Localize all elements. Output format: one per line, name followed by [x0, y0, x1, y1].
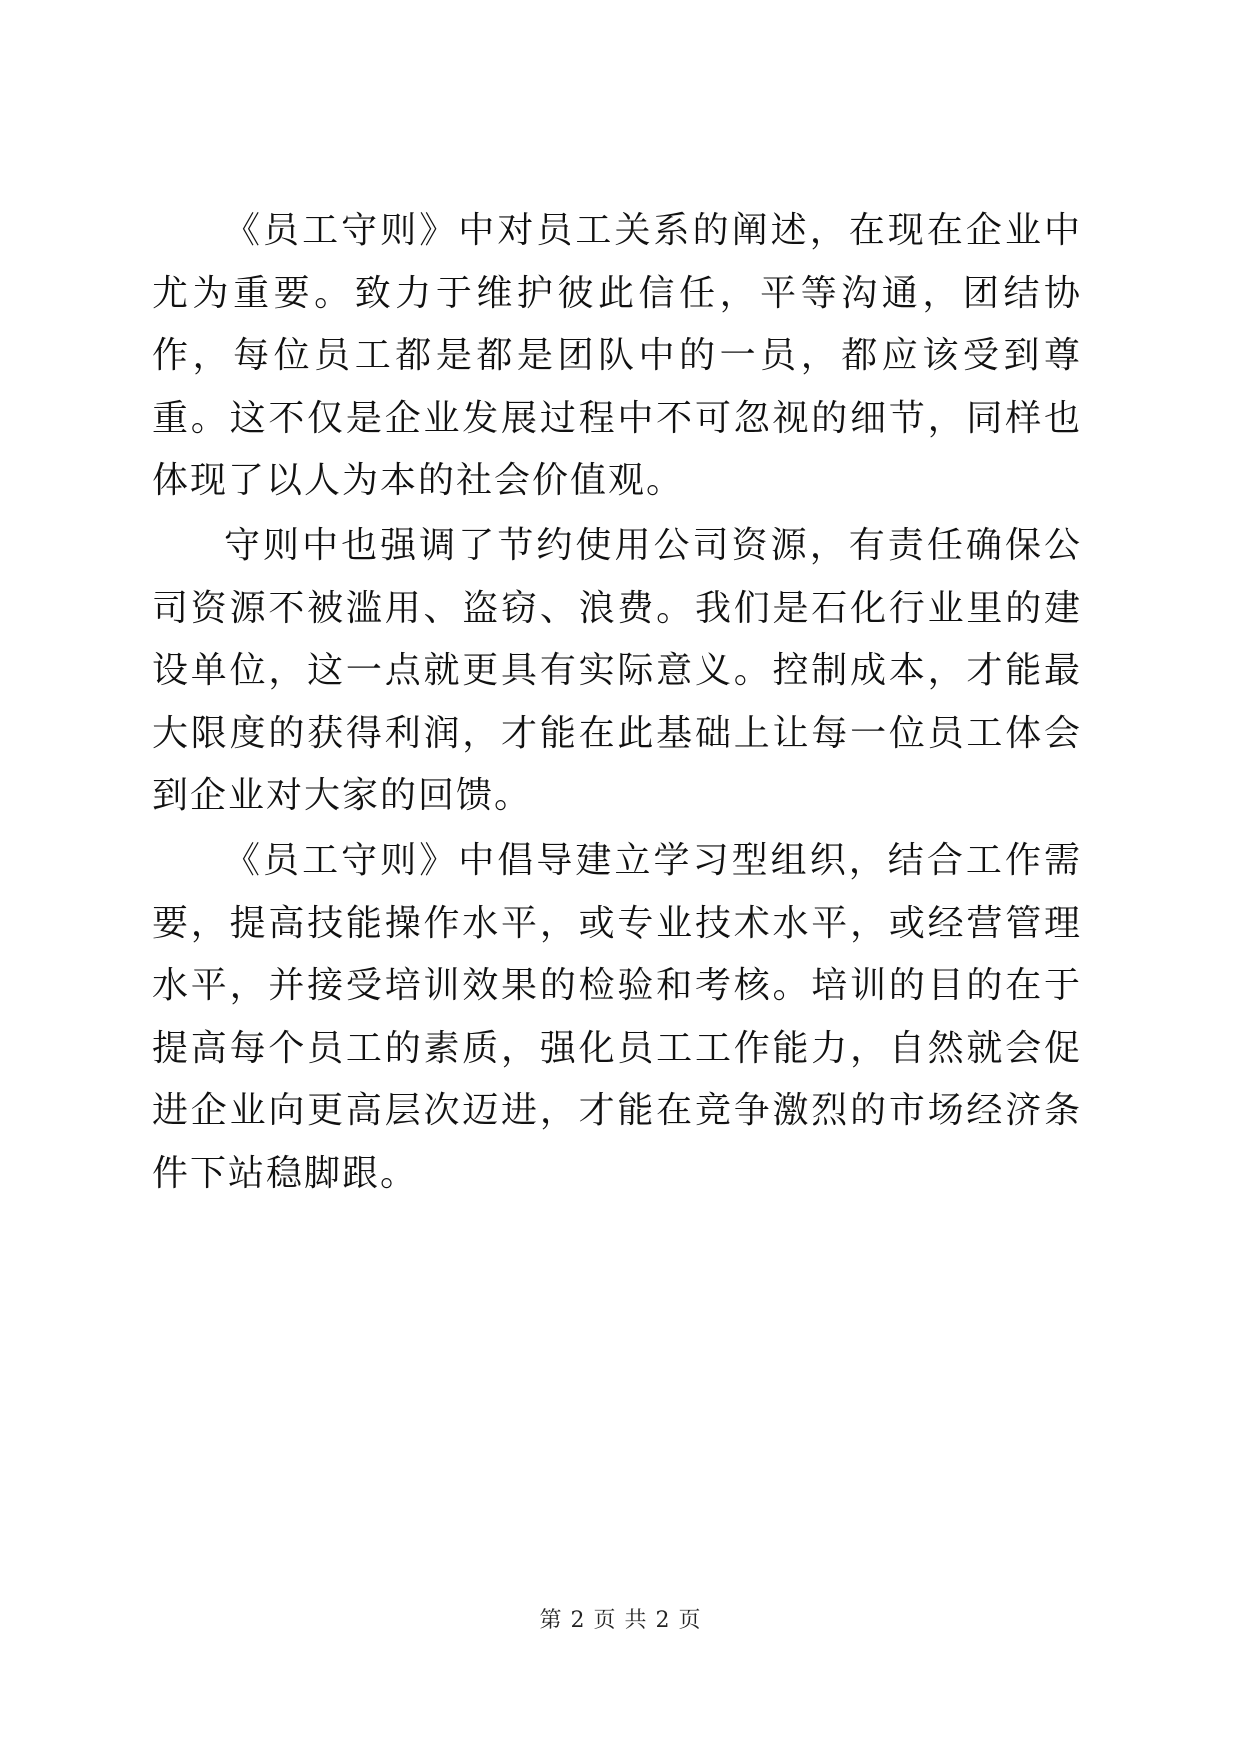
- document-body: [152, 200, 1082, 1208]
- paragraph-resource-saving: 守则中也强调了节约使用公司资源，有责任确保公司资源不被滥用、盗窃、浪费。我们是石化行业里的建设单位，这一点就更具有实际意义。控制成本，才能最大限度的获得利润，才能在此基础上让每一位员工体会到企业对大家的回馈。: [152, 524, 1082, 817]
- paragraph-employee-relations: 《员工守则》中对员工关系的阐述，在现在企业中尤为重要。致力于维护彼此信任，平等沟通，团结协作，每位员工都是都是团队中的一员，都应该受到尊重。这不仅是企业发展过程中不可忽视的细节，同样也体现了以人为本的社会价值观。: [152, 210, 1082, 502]
- page-footer: 第 2 页 共 2 页: [539, 1608, 702, 1633]
- paragraph-learning-organization: 《员工守则》中倡导建立学习型组织，结合工作需要，提高技能操作水平，或专业技术水平，或经营管理水平，并接受培训效果的检验和考核。培训的目的在于提高每个员工的素质，强化员工工作能力，自然就会促进企业向更高层次迈进，才能在竞争激烈的市场经济条件下站稳脚跟。: [152, 839, 1082, 1194]
